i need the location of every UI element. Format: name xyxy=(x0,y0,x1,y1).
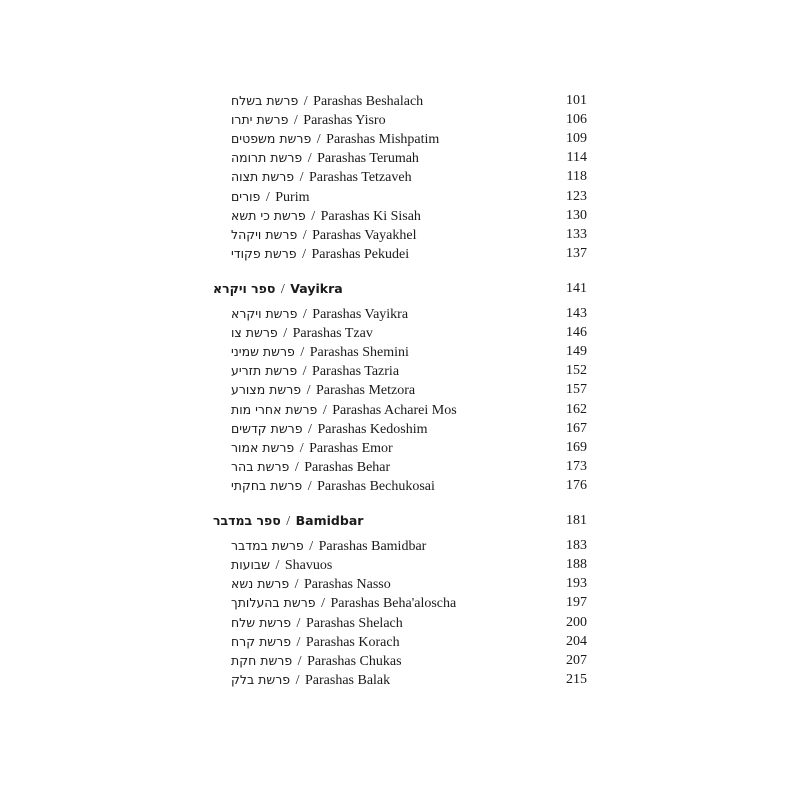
title-separator: / xyxy=(294,653,306,669)
english-title: Parashas Kedoshim xyxy=(317,421,428,437)
english-title: Parashas Mishpatim xyxy=(326,132,440,148)
hebrew-title: פרשת שמיני xyxy=(231,344,295,360)
toc-entry-title xyxy=(231,632,400,652)
toc-entry[interactable] xyxy=(231,400,587,419)
english-title: Shavuos xyxy=(284,558,333,574)
title-separator: / xyxy=(299,227,311,243)
toc-entry[interactable] xyxy=(231,593,587,612)
page-number: 188 xyxy=(566,557,587,573)
title-separator: / xyxy=(307,208,319,224)
toc-entry-title xyxy=(231,419,427,439)
toc-entry-title xyxy=(231,304,408,324)
english-title: Parashas Vayakhel xyxy=(312,227,417,243)
page-number: 167 xyxy=(566,420,587,436)
page-number: 149 xyxy=(566,344,587,360)
hebrew-title: ספר ויקרא xyxy=(213,280,276,296)
page-number: 204 xyxy=(566,633,587,649)
title-separator: / xyxy=(299,364,311,380)
page-number: 173 xyxy=(566,458,587,474)
toc-entry-title xyxy=(231,110,386,130)
toc-entry[interactable] xyxy=(231,555,587,574)
hebrew-title: פרשת מצורע xyxy=(231,382,302,398)
toc-entry-title xyxy=(231,323,373,343)
page-number: 118 xyxy=(566,169,587,185)
english-title: Parashas Shemini xyxy=(309,345,409,361)
page-number: 157 xyxy=(566,382,587,398)
toc-entry-title xyxy=(231,148,419,168)
toc-entry-title xyxy=(231,438,393,458)
hebrew-title: פרשת צו xyxy=(231,325,278,341)
toc-entry[interactable] xyxy=(231,91,587,110)
toc-entry[interactable] xyxy=(231,225,587,244)
toc-entry[interactable] xyxy=(231,632,587,651)
hebrew-title: פרשת אחרי מות xyxy=(231,401,318,417)
english-title: Parashas Bamidbar xyxy=(318,539,427,555)
title-separator: / xyxy=(292,672,303,688)
toc-entry[interactable] xyxy=(231,244,587,263)
page-number: 123 xyxy=(566,188,587,204)
english-title: Parashas Balak xyxy=(305,672,391,688)
toc-entry-title xyxy=(231,613,403,633)
english-title: Parashas Emor xyxy=(309,440,393,456)
page-number: 162 xyxy=(566,401,587,417)
english-title: Parashas Behar xyxy=(304,459,391,475)
hebrew-title: פרשת קדשים xyxy=(231,420,303,436)
toc-entry-title xyxy=(231,457,390,477)
english-title: Parashas Yisro xyxy=(303,113,386,129)
toc-entry-title xyxy=(231,361,399,381)
page-number: 114 xyxy=(566,150,587,166)
page-number: 137 xyxy=(566,245,587,261)
english-title: Bamidbar xyxy=(295,513,364,528)
toc-entry-title xyxy=(231,476,435,496)
page-number: 197 xyxy=(566,595,587,611)
toc-section-heading[interactable] xyxy=(213,279,587,298)
hebrew-title: פרשת אמור xyxy=(231,439,295,455)
english-title: Vayikra xyxy=(290,280,343,296)
hebrew-title: פרשת בהר xyxy=(231,458,290,474)
page-number: 183 xyxy=(566,538,587,554)
page-number: 200 xyxy=(566,614,587,630)
toc-entry[interactable] xyxy=(231,361,587,380)
hebrew-title: פרשת נשא xyxy=(231,576,290,592)
hebrew-title: פרשת תצוה xyxy=(231,169,295,185)
toc-entry[interactable] xyxy=(231,651,587,670)
hebrew-title: פרשת קרח xyxy=(231,633,291,649)
toc-entry-title xyxy=(231,91,423,111)
page-number: 109 xyxy=(566,131,587,147)
toc-entry[interactable] xyxy=(231,457,587,476)
page-number: 176 xyxy=(566,477,587,493)
toc-entry-title xyxy=(231,187,309,207)
title-separator: / xyxy=(296,440,308,456)
page-number: 143 xyxy=(566,306,587,321)
hebrew-title: פרשת בחקתי xyxy=(231,477,303,493)
title-separator: / xyxy=(277,281,289,297)
toc-entry[interactable] xyxy=(231,438,587,457)
english-title: Parashas Pekudei xyxy=(311,246,410,262)
toc-entry-title xyxy=(231,574,391,594)
page-number: 101 xyxy=(566,93,587,108)
title-separator: / xyxy=(271,558,283,574)
english-title: Parashas Nasso xyxy=(304,577,391,593)
toc-entry-title xyxy=(231,593,456,613)
hebrew-title: פרשת תרומה xyxy=(231,150,303,166)
toc-entry[interactable] xyxy=(231,148,587,167)
english-title: Parashas Tetzaveh xyxy=(309,170,412,186)
hebrew-title: פורים xyxy=(231,188,261,204)
page-number: 215 xyxy=(566,671,587,687)
title-separator: / xyxy=(293,634,304,650)
page-number: 207 xyxy=(566,652,587,668)
hebrew-title: פרשת בשלח xyxy=(231,93,299,108)
title-separator: / xyxy=(304,478,316,494)
toc-entry-title xyxy=(231,244,409,264)
hebrew-title: פרשת שלח xyxy=(231,614,292,630)
page-number: 141 xyxy=(566,280,587,296)
hebrew-title: פרשת בלק xyxy=(231,671,291,687)
toc-entry-title xyxy=(231,400,457,420)
title-separator: / xyxy=(305,539,317,555)
english-title: Parashas Shelach xyxy=(305,615,403,631)
page-number: 146 xyxy=(566,325,587,341)
title-separator: / xyxy=(304,421,316,437)
toc-entry-title xyxy=(213,279,343,299)
hebrew-title: ספר במדבר xyxy=(213,513,281,528)
title-separator: / xyxy=(299,307,311,322)
toc-entry-title xyxy=(231,342,409,362)
page-number: 133 xyxy=(566,226,587,242)
toc-entry-title xyxy=(231,555,332,575)
toc-entry[interactable] xyxy=(231,380,587,399)
toc-entry[interactable] xyxy=(231,342,587,361)
page-number: 193 xyxy=(566,576,587,592)
title-separator: / xyxy=(279,326,291,342)
toc-entry-title xyxy=(231,129,439,149)
title-separator: / xyxy=(282,514,294,529)
page-number: 106 xyxy=(566,112,587,128)
english-title: Parashas Chukas xyxy=(307,653,402,669)
toc-entry-title xyxy=(213,511,363,531)
english-title: Parashas Bechukosai xyxy=(317,478,435,494)
english-title: Parashas Vayikra xyxy=(312,307,409,322)
toc-entry[interactable] xyxy=(231,167,587,186)
hebrew-title: פרשת יתרו xyxy=(231,112,289,128)
english-title: Purim xyxy=(275,189,310,205)
title-separator: / xyxy=(291,577,303,593)
toc-entry[interactable] xyxy=(231,670,587,689)
english-title: Parashas Ki Sisah xyxy=(320,208,421,224)
hebrew-title: פרשת במדבר xyxy=(231,538,304,554)
toc-entry[interactable] xyxy=(231,476,587,495)
title-separator: / xyxy=(300,94,312,109)
toc-entry[interactable] xyxy=(231,536,587,555)
toc-entry[interactable] xyxy=(231,129,587,148)
title-separator: / xyxy=(296,170,308,186)
title-separator: / xyxy=(319,402,331,418)
toc-entry-title xyxy=(231,167,412,187)
hebrew-title: פרשת ויקרא xyxy=(231,306,298,321)
title-separator: / xyxy=(303,383,314,399)
page-number: 181 xyxy=(566,513,587,528)
toc-entry[interactable] xyxy=(231,206,587,225)
hebrew-title: פרשת פקודי xyxy=(231,245,297,261)
hebrew-title: פרשת כי תשא xyxy=(231,207,306,223)
english-title: Parashas Beha'aloscha xyxy=(330,596,457,612)
toc-entry[interactable] xyxy=(231,613,587,632)
toc-entry[interactable] xyxy=(231,110,587,129)
english-title: Parashas Metzora xyxy=(316,383,416,399)
english-title: Parashas Acharei Mos xyxy=(332,402,457,418)
english-title: Parashas Korach xyxy=(305,634,400,650)
english-title: Parashas Beshalach xyxy=(313,94,424,109)
title-separator: / xyxy=(291,459,303,475)
english-title: Parashas Terumah xyxy=(317,151,419,167)
page-number: 169 xyxy=(566,439,587,455)
hebrew-title: פרשת ויקהל xyxy=(231,226,298,242)
hebrew-title: שבועות xyxy=(231,557,270,573)
toc-entry-title xyxy=(231,651,402,671)
page-number: 152 xyxy=(566,363,587,379)
title-separator: / xyxy=(296,345,308,361)
page-number: 130 xyxy=(566,207,587,223)
title-separator: / xyxy=(298,246,310,262)
english-title: Parashas Tzav xyxy=(292,326,373,342)
title-separator: / xyxy=(313,132,325,148)
hebrew-title: פרשת משפטים xyxy=(231,131,312,147)
toc-entry[interactable] xyxy=(231,574,587,593)
toc-entry-title xyxy=(231,670,390,690)
toc-entry[interactable] xyxy=(231,187,587,206)
title-separator: / xyxy=(290,113,302,129)
toc-entry[interactable] xyxy=(231,304,587,323)
toc-section-heading[interactable] xyxy=(213,511,587,530)
hebrew-title: פרשת בהעלותך xyxy=(231,595,316,611)
toc-entry-title xyxy=(231,225,416,245)
hebrew-title: פרשת תזריע xyxy=(231,363,298,379)
title-separator: / xyxy=(293,615,304,631)
english-title: Parashas Tazria xyxy=(312,364,400,380)
title-separator: / xyxy=(304,151,316,167)
title-separator: / xyxy=(262,189,274,205)
toc-entry-title xyxy=(231,206,421,226)
toc-entry-title xyxy=(231,536,426,556)
toc-entry[interactable] xyxy=(231,323,587,342)
toc-entry[interactable] xyxy=(231,419,587,438)
toc-entry-title xyxy=(231,380,415,400)
title-separator: / xyxy=(317,596,329,612)
hebrew-title: פרשת חקת xyxy=(231,652,293,668)
